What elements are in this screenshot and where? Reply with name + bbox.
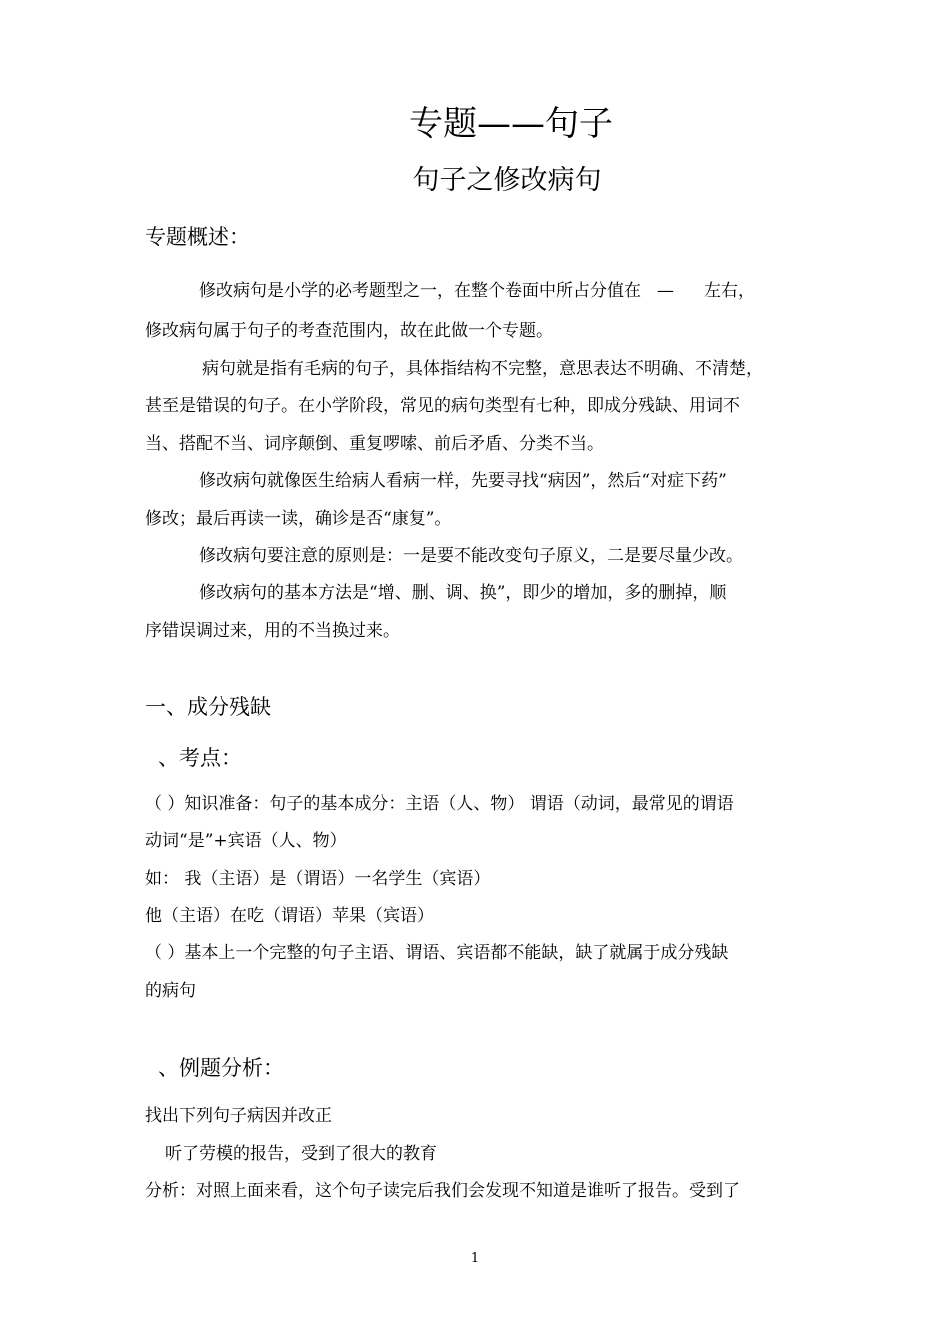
kaodian-heading: 、考点： — [158, 746, 242, 770]
page-subtitle: 句子之修改病句 — [412, 165, 602, 196]
kaodian-line-2: 动词“是”+宾语（人、物） — [145, 831, 347, 851]
kaodian-line-6: 的病句 — [145, 981, 196, 1001]
example-line-2: 听了劳模的报告，受到了很大的教育 — [165, 1144, 437, 1164]
kaodian-line-1: （ ）知识准备：句子的基本成分：主语（人、物） 谓语（动词，最常见的谓语 — [145, 794, 734, 814]
example-heading: 、例题分析： — [158, 1056, 284, 1080]
overview-paragraph-3-line-1: 修改病句就像医生给病人看病一样，先要寻找“病因”，然后“对症下药” — [199, 471, 727, 491]
example-line-1: 找出下列句子病因并改正 — [145, 1106, 332, 1126]
text-segment: 左右， — [704, 281, 755, 301]
example-line-3: 分析：对照上面来看，这个句子读完后我们会发现不知道是谁听了报告。受到了 — [145, 1181, 740, 1201]
text-segment: 修改病句是小学的必考题型之一，在整个卷面中所占分值在 — [199, 281, 641, 301]
page-title: 专题——句子 — [409, 104, 613, 144]
overview-paragraph-2-line-3: 当、搭配不当、词序颠倒、重复啰嗦、前后矛盾、分类不当。 — [145, 434, 604, 454]
overview-paragraph-1-line-2: 修改病句属于句子的考查范围内，故在此做一个专题。 — [145, 321, 553, 341]
overview-paragraph-1-line-1 — [199, 278, 755, 304]
overview-paragraph-2-line-2: 甚至是错误的句子。在小学阶段，常见的病句类型有七种，即成分残缺、用词不 — [145, 396, 740, 416]
overview-paragraph-5-line-2: 序错误调过来，用的不当换过来。 — [145, 621, 400, 641]
kaodian-line-5: （ ）基本上一个完整的句子主语、谓语、宾语都不能缺，缺了就属于成分残缺 — [145, 943, 729, 963]
kaodian-line-4: 他（主语）在吃（谓语）苹果（宾语） — [145, 906, 434, 926]
kaodian-line-3: 如： 我（主语）是（谓语）一名学生（宾语） — [145, 869, 491, 889]
overview-paragraph-3-line-2: 修改；最后再读一读，确诊是否“康复”。 — [145, 509, 452, 529]
score-blank-dash: — — [657, 281, 674, 301]
overview-paragraph-5-line-1: 修改病句的基本方法是“增、删、调、换”，即少的增加，多的删掉，顺 — [199, 583, 727, 603]
section-1-heading: 一、成分残缺 — [145, 695, 271, 719]
overview-paragraph-2-line-1: 病句就是指有毛病的句子，具体指结构不完整，意思表达不明确、不清楚， — [202, 359, 763, 379]
overview-heading: 专题概述： — [145, 225, 250, 249]
page-number: 1 — [470, 1251, 480, 1266]
overview-paragraph-4-line-1: 修改病句要注意的原则是：一是要不能改变句子原义，二是要尽量少改。 — [199, 546, 743, 566]
